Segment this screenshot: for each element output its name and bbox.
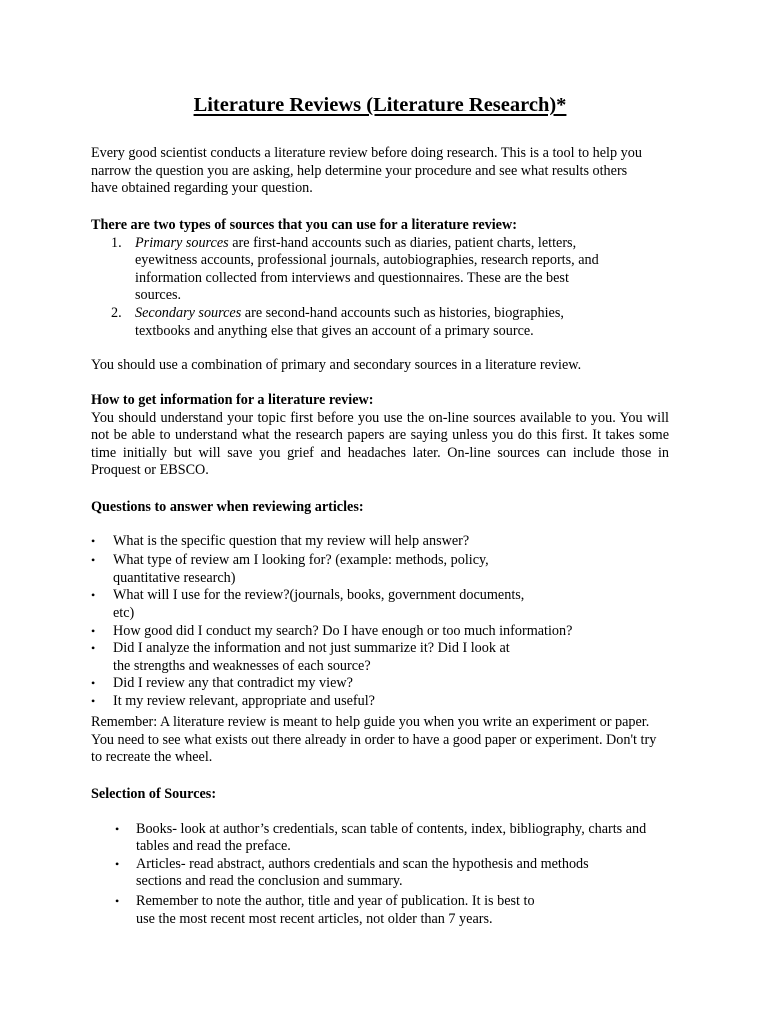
list-item bbox=[91, 552, 549, 587]
bullet-icon: • bbox=[91, 623, 96, 638]
list-item bbox=[91, 305, 669, 340]
list-item bbox=[91, 675, 549, 693]
bullet-icon: • bbox=[91, 676, 96, 691]
howto-section bbox=[91, 392, 669, 480]
list-item bbox=[91, 623, 629, 641]
list-item bbox=[91, 893, 649, 928]
source-term: Primary sources bbox=[135, 234, 229, 251]
combination-paragraph bbox=[91, 357, 669, 375]
list-number: 1. bbox=[111, 234, 122, 251]
list-item bbox=[91, 533, 549, 551]
bullet-icon: • bbox=[115, 856, 120, 871]
question-text: Did I review any that contradict my view? bbox=[113, 675, 353, 692]
question-text: How good did I conduct my search? Do I have enough or too much information? bbox=[113, 622, 573, 639]
page-title: Literature Reviews (Literature Research)* bbox=[193, 94, 567, 116]
question-text: What is the specific question that my review will help answer? bbox=[113, 532, 470, 549]
bullet-icon: • bbox=[91, 641, 96, 656]
howto-text: You should understand your topic first before you use the on-line sources available to you. You will not be able to understand what the research papers are saying unless you do this first. It takes some time initially but will save you grief and headaches later. On-line sources can include those in Proquest or EBSCO. bbox=[91, 409, 669, 479]
list-item bbox=[91, 587, 549, 622]
question-text: Did I analyze the information and not just summarize it? Did I look at the strengths and weaknesses of each source? bbox=[113, 640, 510, 674]
bullet-icon: • bbox=[115, 893, 120, 908]
selection-section bbox=[91, 786, 669, 928]
bullet-icon: • bbox=[91, 693, 96, 708]
list-item bbox=[91, 693, 549, 711]
remember-text: Remember: A literature review is meant to help guide you when you write an experiment or paper. You need to see what exists out there already in order to have a good paper or experiment. Don't try to recreate the wheel. bbox=[91, 714, 657, 766]
list-item bbox=[91, 640, 549, 675]
bullet-icon: • bbox=[115, 821, 120, 836]
selection-text: Articles- read abstract, authors credentials and scan the hypothesis and methods sections and read the conclusion and summary. bbox=[136, 855, 589, 890]
bullet-icon: • bbox=[91, 553, 96, 568]
selection-heading: Selection of Sources: bbox=[91, 786, 217, 802]
questions-list bbox=[91, 533, 669, 711]
remember-paragraph bbox=[91, 714, 669, 767]
question-text: It my review relevant, appropriate and useful? bbox=[113, 692, 375, 709]
question-text: What type of review am I looking for? (example: methods, policy, quantitative research) bbox=[113, 552, 489, 586]
bullet-icon: • bbox=[91, 533, 96, 548]
combination-text: You should use a combination of primary and secondary sources in a literature review. bbox=[91, 357, 582, 373]
list-number: 2. bbox=[111, 304, 122, 321]
selection-text: Remember to note the author, title and year of publication. It is best to use the most recent most recent articles, not older than 7 years. bbox=[136, 892, 535, 927]
intro-text: Every good scientist conducts a literature review before doing research. This is a tool to help you narrow the question you are asking, help determine your procedure and see what results others have obtained regarding your question. bbox=[91, 145, 642, 197]
list-item bbox=[91, 821, 649, 856]
questions-section bbox=[91, 499, 669, 711]
source-description: are second-hand accounts such as histories, biographies, textbooks and anything else that gives an account of a primary source. bbox=[135, 304, 564, 339]
question-text: What will I use for the review?(journals, books, government documents, etc) bbox=[113, 587, 525, 621]
source-term: Secondary sources bbox=[135, 304, 242, 321]
sources-section bbox=[91, 217, 669, 340]
list-item bbox=[91, 235, 669, 305]
sources-heading: There are two types of sources that you can use for a literature review: bbox=[91, 217, 517, 233]
list-item bbox=[91, 856, 649, 891]
selection-list bbox=[91, 821, 669, 929]
intro-paragraph bbox=[91, 145, 669, 198]
questions-heading: Questions to answer when reviewing articles: bbox=[91, 499, 364, 515]
source-description: are first-hand accounts such as diaries, patient charts, letters, eyewitness accounts, professional journals, autobiographies, research reports, and information collected from interviews and questionnaires. These are the best sources. bbox=[135, 234, 599, 304]
bullet-icon: • bbox=[91, 588, 96, 603]
selection-text: Books- look at author’s credentials, scan table of contents, index, bibliography, charts and tables and read the preface. bbox=[136, 820, 647, 855]
howto-heading: How to get information for a literature review: bbox=[91, 392, 374, 408]
sources-list bbox=[91, 235, 669, 341]
